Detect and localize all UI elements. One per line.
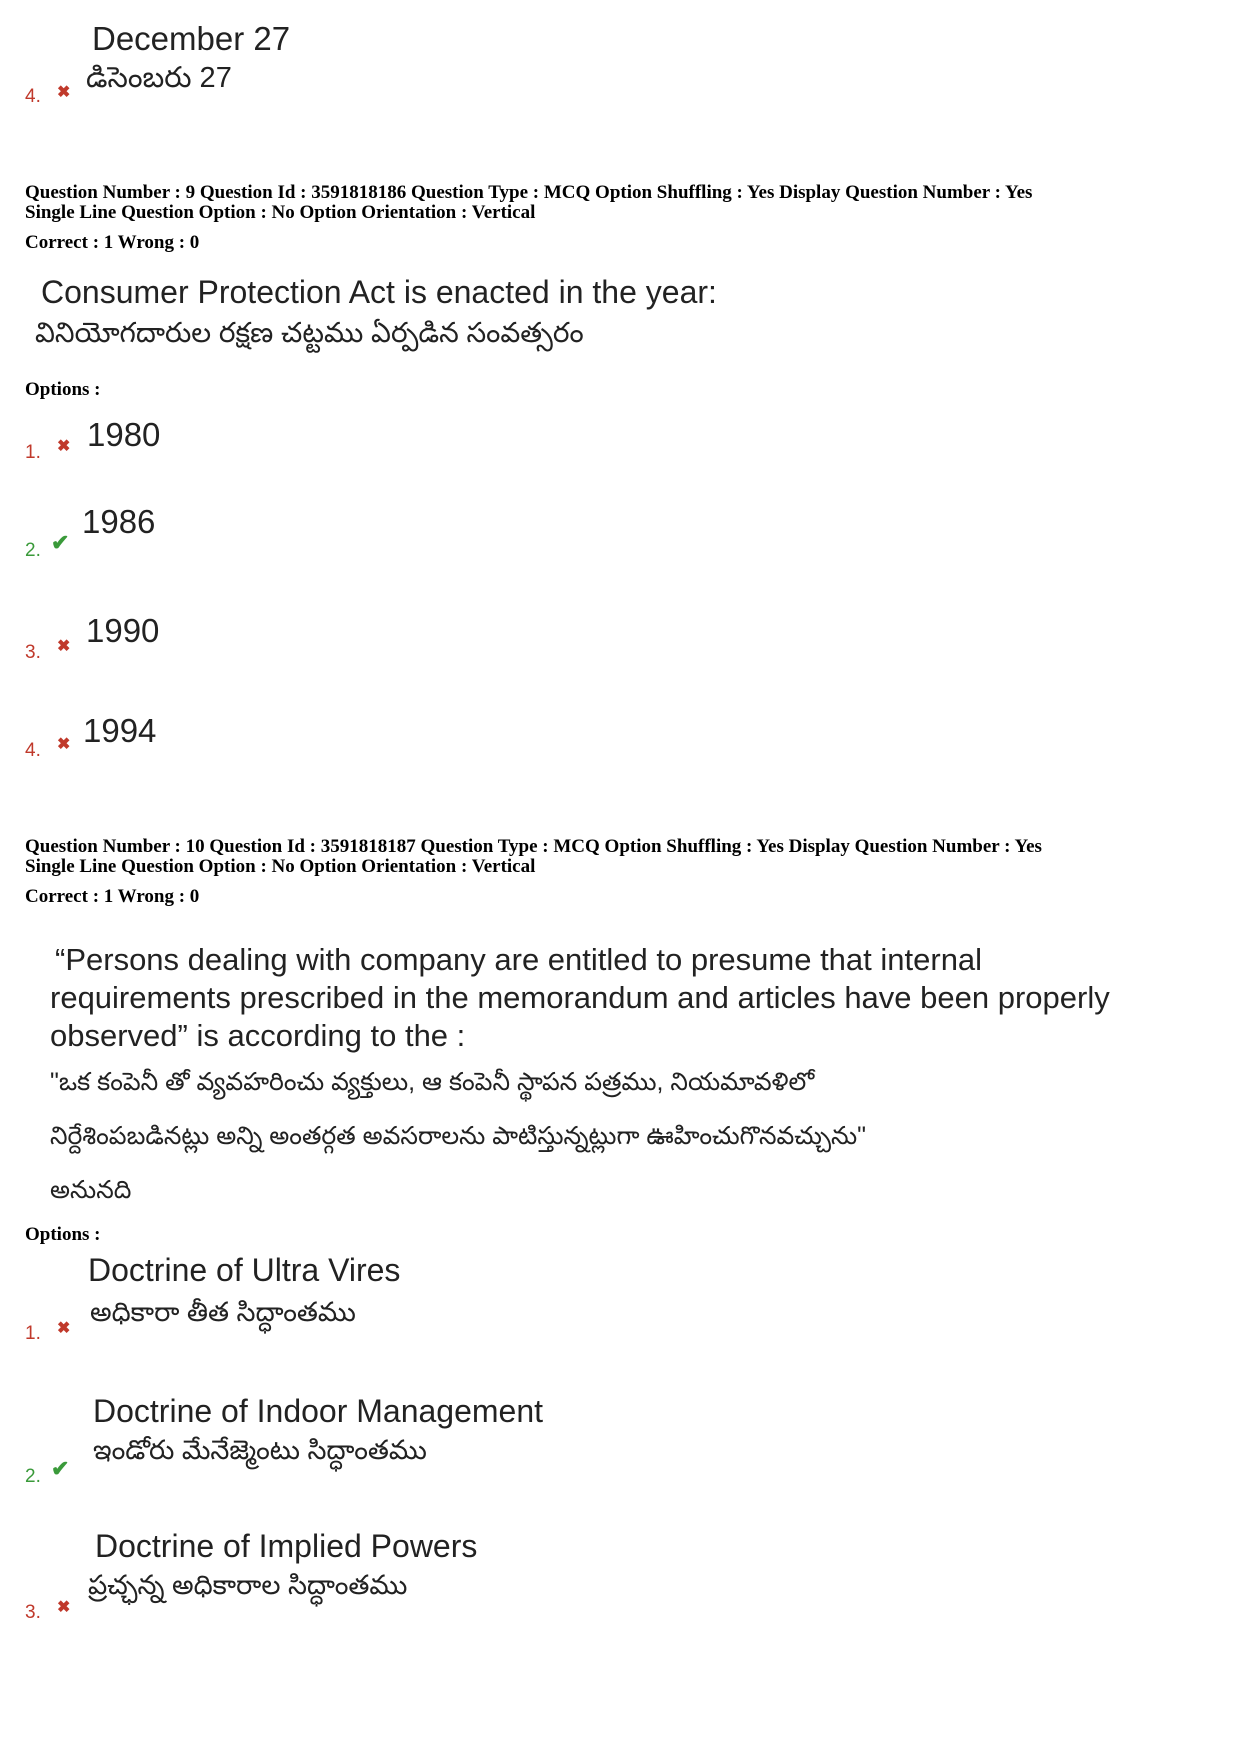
wrong-mark-icon: ✖	[57, 438, 71, 455]
q10-option-2-te: ఇండోరు మేనేజ్మెంటు సిద్ధాంతము	[93, 1435, 427, 1465]
q10-meta-line2: Single Line Question Option : No Option Orientation : Vertical	[25, 856, 536, 877]
prev-option-4-en: December 27	[92, 20, 291, 57]
q9-option-2-text: 1986	[82, 503, 156, 540]
q10-question-te-line3: అనునది	[50, 1176, 132, 1204]
q10-option-3-en: Doctrine of Implied Powers	[95, 1528, 478, 1564]
check-mark-icon: ✔	[51, 1456, 70, 1481]
wrong-mark-icon: ✖	[57, 84, 71, 101]
q10-option-3-number: 3.	[25, 1602, 41, 1623]
q9-question-te: వినియోగదారుల రక్షణ చట్టము ఏర్పడిన సంవత్సరం	[35, 317, 584, 348]
q10-question-en-line1: “Persons dealing with company are entitled to presume that internal	[55, 942, 983, 977]
q10-question-en-line3: observed” is according to the :	[50, 1018, 466, 1053]
q10-option-1-number: 1.	[25, 1323, 41, 1344]
q9-option-1-text: 1980	[87, 416, 161, 453]
q10-question-en-line2: requirements prescribed in the memorandum and articles have been properly	[50, 980, 1110, 1015]
q9-score: Correct : 1 Wrong : 0	[25, 232, 200, 253]
wrong-mark-icon: ✖	[57, 1599, 71, 1616]
q10-option-1-en: Doctrine of Ultra Vires	[88, 1252, 401, 1288]
prev-option-4-te: డిసెంబరు 27	[86, 62, 232, 94]
q9-options-label: Options :	[25, 379, 101, 400]
q9-meta-line1: Question Number : 9 Question Id : 3591818186 Question Type : MCQ Option Shuffling : Yes Display Question Number : Yes	[25, 182, 1033, 203]
wrong-mark-icon: ✖	[57, 736, 71, 753]
q10-option-3-te: ప్రచ్ఛన్న అధికారాల సిద్ధాంతము	[88, 1570, 408, 1600]
q9-option-4-text: 1994	[83, 712, 157, 749]
q10-question-te-line1: "ఒక కంపెనీ తో వ్యవహరించు వ్యక్తులు, ఆ కంపెనీ స్థాపన పత్రము, నియమావళిలో	[50, 1068, 815, 1096]
q9-question-en: Consumer Protection Act is enacted in the year:	[41, 274, 717, 310]
q9-option-2-number: 2.	[25, 540, 41, 561]
q9-option-3-text: 1990	[86, 612, 160, 649]
wrong-mark-icon: ✖	[57, 1320, 71, 1337]
q9-option-4-number: 4.	[25, 740, 41, 761]
prev-option-4-number: 4.	[25, 86, 41, 107]
q10-option-2-en: Doctrine of Indoor Management	[93, 1393, 544, 1429]
q10-options-label: Options :	[25, 1224, 101, 1245]
wrong-mark-icon: ✖	[57, 638, 71, 655]
q10-option-1-te: అధికారా తీత సిద్ధాంతము	[90, 1297, 356, 1327]
q9-option-1-number: 1.	[25, 442, 41, 463]
q9-option-3-number: 3.	[25, 642, 41, 663]
q10-question-te-line2: నిర్దేశింపబడినట్లు అన్ని అంతర్గత అవసరాలను పాటిస్తున్నట్లుగా ఊహించుగొనవచ్చును"	[50, 1122, 867, 1150]
check-mark-icon: ✔	[51, 530, 70, 555]
q10-option-2-number: 2.	[25, 1466, 41, 1487]
q9-meta-line2: Single Line Question Option : No Option Orientation : Vertical	[25, 202, 536, 223]
q10-score: Correct : 1 Wrong : 0	[25, 886, 200, 907]
q10-meta-line1: Question Number : 10 Question Id : 3591818187 Question Type : MCQ Option Shuffling : Yes Display Question Number : Yes	[25, 836, 1042, 857]
